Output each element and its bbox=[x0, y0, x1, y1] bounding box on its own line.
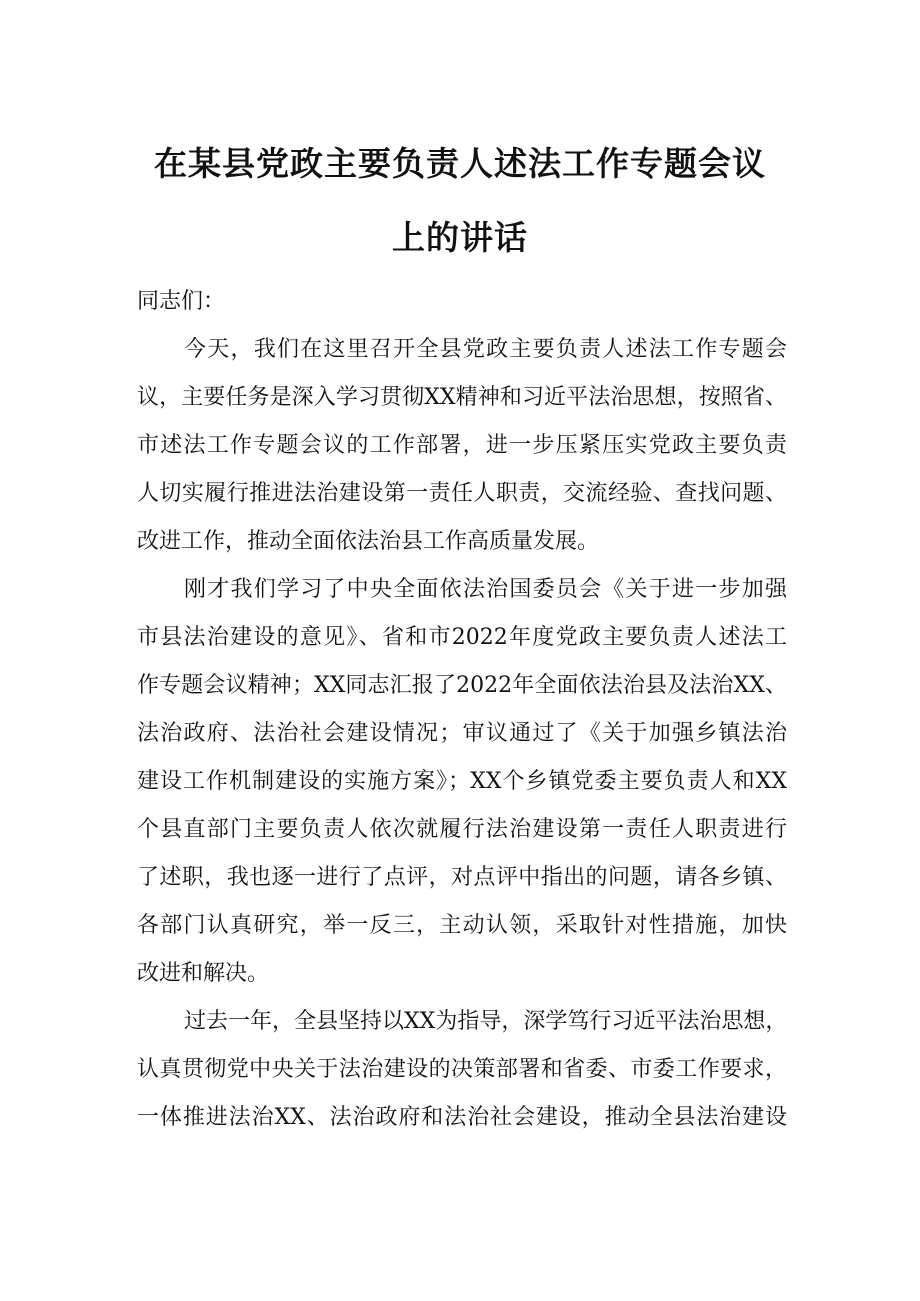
paragraph-3-line-2: 认真贯彻党中央关于法治建设的决策部署和省委、市委工作要求， bbox=[137, 1057, 787, 1082]
paragraph-3-line-3: 一体推进法治XX、法治政府和法治社会建设，推动全县法治建设 bbox=[137, 1105, 787, 1130]
paragraph-2-line-8: 各部门认真研究，举一反三，主动认领，采取针对性措施，加快 bbox=[137, 913, 787, 938]
document-title-line-2: 上的讲话 bbox=[392, 218, 528, 257]
paragraph-2-line-3: 作专题会议精神；XX同志汇报了2022年全面依法治县及法治XX、 bbox=[137, 673, 787, 698]
paragraph-2-line-1: 刚才我们学习了中央全面依法治国委员会《关于进一步加强 bbox=[184, 577, 787, 602]
paragraph-1-line-2: 议，主要任务是深入学习贯彻XX精神和习近平法治思想，按照省、 bbox=[137, 385, 787, 410]
paragraph-2-line-9: 改进和解决。 bbox=[137, 961, 270, 986]
paragraph-1-line-5: 改进工作，推动全面依法治县工作高质量发展。 bbox=[137, 529, 600, 554]
paragraph-1-line-1: 今天，我们在这里召开全县党政主要负责人述法工作专题会 bbox=[184, 337, 787, 362]
paragraph-3-line-1: 过去一年，全县坚持以XX为指导，深学笃行习近平法治思想， bbox=[184, 1009, 788, 1034]
paragraph-2-line-7: 了述职，我也逐一进行了点评，对点评中指出的问题，请各乡镇、 bbox=[137, 865, 787, 890]
paragraph-1-line-4: 人切实履行推进法治建设第一责任人职责，交流经验、查找问题、 bbox=[137, 481, 787, 506]
document-title-line-1: 在某县党政主要负责人述法工作专题会议 bbox=[154, 144, 766, 183]
paragraph-2-line-2: 市县法治建设的意见》、省和市2022年度党政主要负责人述法工 bbox=[137, 625, 787, 650]
paragraph-2-line-5: 建设工作机制建设的实施方案》；XX个乡镇党委主要负责人和XX bbox=[137, 769, 787, 794]
paragraph-2-line-6: 个县直部门主要负责人依次就履行法治建设第一责任人职责进行 bbox=[137, 817, 787, 842]
paragraph-2-line-4: 法治政府、法治社会建设情况；审议通过了《关于加强乡镇法治 bbox=[137, 721, 787, 746]
paragraph-1-line-3: 市述法工作专题会议的工作部署，进一步压紧压实党政主要负责 bbox=[137, 433, 787, 458]
salutation: 同志们： bbox=[137, 289, 226, 314]
